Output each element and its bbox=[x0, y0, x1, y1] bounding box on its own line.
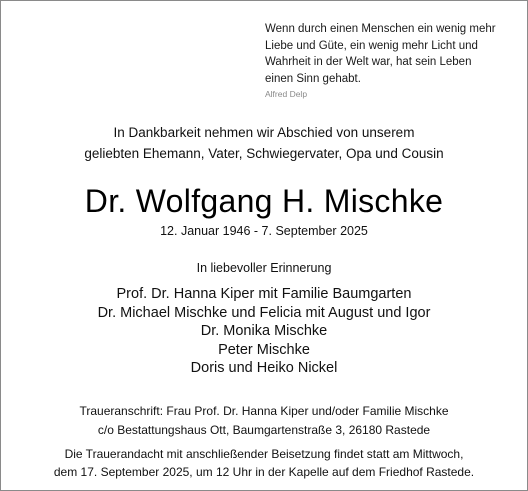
memory-phrase: In liebevoller Erinnerung bbox=[196, 261, 332, 275]
mourner-entry: Prof. Dr. Hanna Kiper mit Familie Baumgarten bbox=[116, 286, 412, 302]
intro-line: In Dankbarkeit nehmen wir Abschied von unserem bbox=[113, 125, 415, 140]
mourner-entry: Doris und Heiko Nickel bbox=[190, 360, 338, 376]
quote-block bbox=[265, 21, 515, 100]
intro-text bbox=[1, 122, 527, 164]
quote-line: Wenn durch einen Menschen ein wenig mehr bbox=[265, 23, 496, 35]
life-dates: 12. Januar 1946 - 7. September 2025 bbox=[160, 224, 368, 238]
quote-author: Alfred Delp bbox=[265, 89, 308, 99]
quote-line: Liebe und Güte, ein wenig mehr Licht und bbox=[265, 39, 478, 52]
intro-line: geliebten Ehemann, Vater, Schwiegervater, Opa und Cousin bbox=[84, 146, 444, 161]
address-line: c/o Bestattungshaus Ott, Baumgartenstraße 3, 26180 Rastede bbox=[97, 422, 431, 437]
mourners-list bbox=[1, 285, 527, 378]
ceremony-info bbox=[1, 445, 527, 481]
ceremony-line: Die Trauerandacht mit anschließender Beisetzung findet statt am Mittwoch, bbox=[64, 447, 464, 461]
quote-line: Wahrheit in der Welt war, hat sein Leben bbox=[265, 56, 472, 68]
deceased-name: Dr. Wolfgang H. Mischke bbox=[84, 183, 444, 219]
mourner-entry: Dr. Michael Mischke und Felicia mit August und Igor bbox=[97, 304, 431, 321]
mourner-entry: Peter Mischke bbox=[218, 341, 310, 358]
ceremony-line: dem 17. September 2025, um 12 Uhr in der Kapelle auf dem Friedhof Rastede. bbox=[53, 465, 475, 479]
mourner-entry: Dr. Monika Mischke bbox=[200, 323, 328, 339]
address-line: Traueranschrift: Frau Prof. Dr. Hanna Kiper und/oder Familie Mischke bbox=[79, 404, 449, 418]
mourning-address bbox=[1, 402, 527, 439]
quote-line: einen Sinn gehabt. bbox=[265, 72, 361, 85]
